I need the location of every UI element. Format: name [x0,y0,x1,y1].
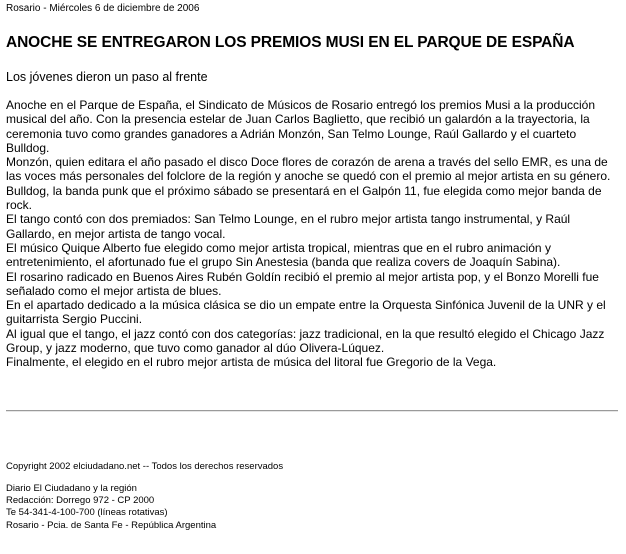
publisher-footer [6,483,216,532]
article-paragraph: En el apartado dedicado a la música clásica se dio un empate entre la Orquesta Sinfónica Juvenil de la UNR y el guitarrista Sergio Puccini. [6,298,606,327]
article-paragraph: Bulldog, la banda punk que el próximo sábado se presentará en el Galpón 11, fue elegida como mejor banda de rock. [6,183,602,213]
footer-phone: Te 54-341-4-100-700 (líneas rotativas) [6,507,168,519]
article-paragraph: El músico Quique Alberto fue elegido como mejor artista tropical, mientras que en el rubro animación y entretenimiento, el afortunado fue el grupo Sin Anestesia (banda que realiza covers de Joaquín Sabina). [6,240,561,270]
copyright-notice: Copyright 2002 elciudadano.net -- Todos los derechos reservados [6,461,284,472]
footer-location: Rosario - Pcia. de Santa Fe - República Argentina [6,519,217,531]
article-body [6,98,618,370]
footer-publisher-name: Diario El Ciudadano y la región [6,483,137,494]
article-headline: ANOCHE SE ENTREGARON LOS PREMIOS MUSI EN EL PARQUE DE ESPAÑA [6,34,575,51]
article-paragraph: Finalmente, el elegido en el rubro mejor artista de música del litoral fue Gregorio de la Vega. [6,355,497,370]
article-subheadline: Los jóvenes dieron un paso al frente [6,70,208,84]
article-paragraph: Monzón, quien editara el año pasado el disco Doce flores de corazón de arena a través del sello EMR, es una de las voces más personales del folclore de la región y anoche se quedó con el premio al mejor artista en su género. [6,155,611,184]
dateline: Rosario - Miércoles 6 de diciembre de 2006 [6,3,200,14]
horizontal-divider [6,410,618,412]
article-paragraph: El tango contó con dos premiados: San Telmo Lounge, en el rubro mejor artista tango instrumental, y Raúl Gallardo, en mejor artista de tango vocal. [6,212,571,241]
footer-address: Redacción: Dorrego 972 - CP 2000 [6,495,155,507]
article-paragraph: Anoche en el Parque de España, el Sindicato de Músicos de Rosario entregó los premios Musi a la producción musical del año. Con la presencia estelar de Juan Carlos Baglietto, que recibió un galardón a la trayectoria, la ceremonia tuvo como grandes ganadores a Adrián Monzón, San Telmo Lounge, Raúl Gallardo y el cuarteto Bulldog. [6,98,596,155]
article-paragraph: El rosarino radicado en Buenos Aires Rubén Goldín recibió el premio al mejor artista pop, y el Bonzo Morelli fue señalado como el mejor artista de blues. [6,269,599,298]
article-paragraph: Al igual que el tango, el jazz contó con dos categorías: jazz tradicional, en la que resultó elegido el Chicago Jazz Group, y jazz moderno, que tuvo como ganador al dúo Olivera-Lúquez. [6,326,605,356]
